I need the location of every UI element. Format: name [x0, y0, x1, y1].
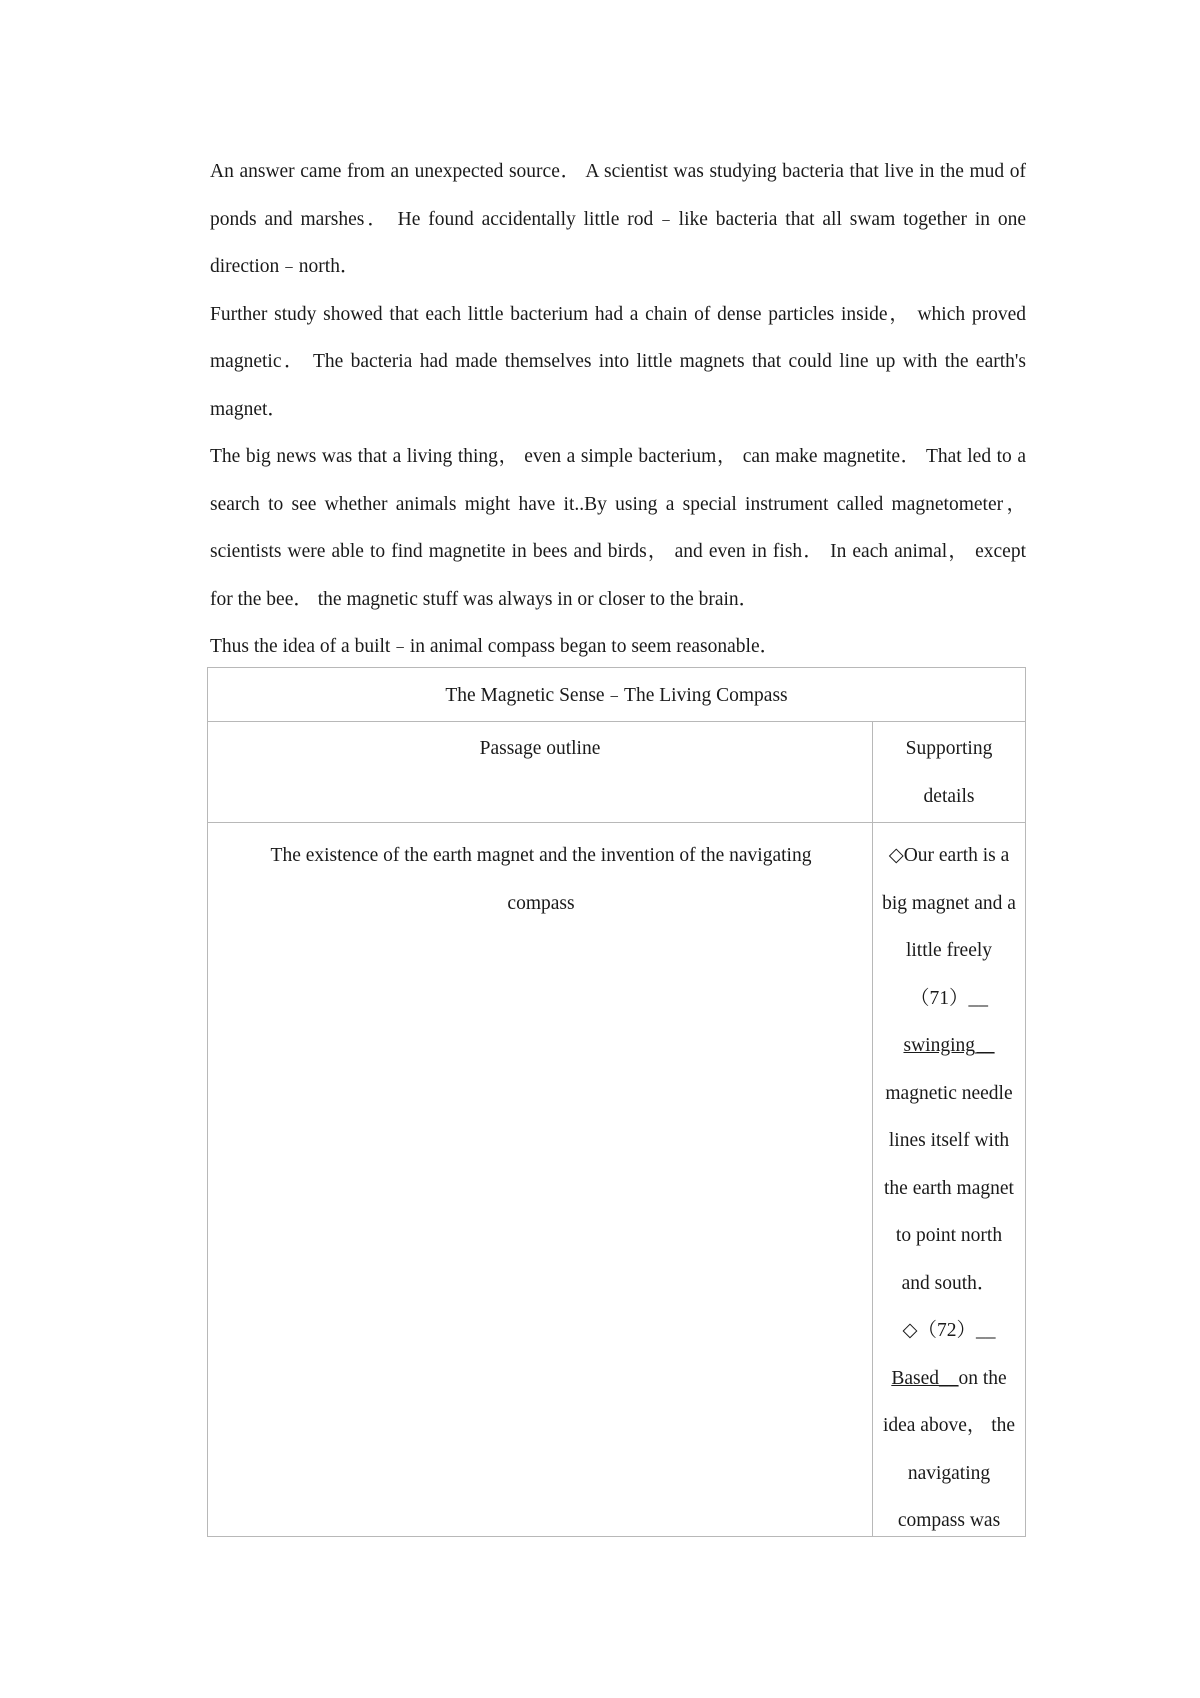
detail-line: ◇Our earth is a [888, 845, 1010, 866]
blank-71-answer: swinging__ [903, 1035, 995, 1056]
detail-line: lines itself with [888, 1130, 1010, 1151]
detail-line: to point north [895, 1225, 1003, 1246]
paragraph-4: Thus the idea of a built﹣in animal compass began to seem reasonable． [210, 636, 780, 657]
detail-line: big magnet and a [882, 892, 1016, 914]
detail-text: on the [958, 1367, 1007, 1389]
header-line: Supporting [905, 738, 993, 759]
outline-table [207, 667, 1026, 1537]
detail-line: and south． [901, 1272, 997, 1294]
outline-line: The existence of the earth magnet and the invention of the navigating [270, 845, 812, 866]
detail-line: compass was [897, 1510, 1001, 1531]
outline-line: compass [507, 892, 575, 914]
table-title: The Magnetic Sense﹣The Living Compass [208, 668, 1025, 722]
header-supporting-details [873, 721, 1025, 820]
header-passage-outline: Passage outline [479, 738, 601, 759]
blank-72-answer: Based__ [891, 1367, 959, 1389]
blank-72-answer-line [873, 1355, 1025, 1403]
paragraph-3: The big news was that a living thing， even a simple bacterium， can make magnetite． That led to a search to see whether animals might have it..By using a special instrument called magnetometer， scientists were able to find magnetite in bees and birds， and even in fish． In each animal， except for the bee． the magnetic stuff was always in or closer to the brain． [210, 446, 1026, 610]
blank-71-label: （71）__ [909, 987, 988, 1009]
row-divider [208, 822, 1025, 823]
header-line: details [923, 785, 975, 807]
paragraph-1: An answer came from an unexpected source． A scientist was studying bacteria that live in the mud of ponds and marshes． He found accidentally little rod﹣like bacteria that all swam together in one direction﹣north． [210, 161, 1026, 277]
detail-line: little freely [905, 940, 993, 961]
detail-line: the earth magnet [884, 1177, 1014, 1199]
passage [210, 148, 1026, 671]
detail-line: magnetic needle [885, 1082, 1013, 1104]
details-cell [873, 824, 1025, 1545]
blank-72-label: ◇（72）__ [902, 1320, 996, 1341]
detail-line: navigating [907, 1462, 991, 1484]
detail-line: idea above， the [882, 1415, 1016, 1436]
paragraph-2: Further study showed that each little bacterium had a chain of dense particles inside， which proved magnetic． The bacteria had made themselves into little magnets that could line up with the earth's magnet． [210, 303, 1026, 420]
outline-cell [232, 824, 850, 927]
